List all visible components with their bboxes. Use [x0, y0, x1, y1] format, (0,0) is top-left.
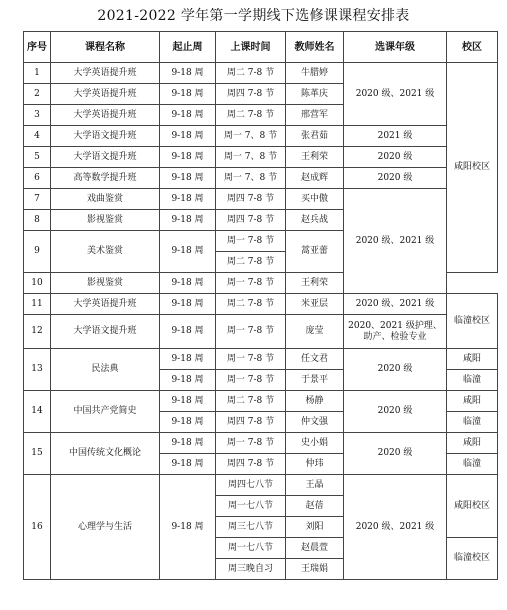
time-cell: 周一 7-8 节	[216, 349, 286, 370]
grade-cell: 2020 级、2021 级	[344, 294, 447, 315]
course-name: 民法典	[51, 349, 160, 391]
time-cell: 周四 7-8 节	[216, 412, 286, 433]
table-row	[24, 294, 498, 315]
teacher-cell: 买中傲	[286, 189, 344, 210]
table-row	[24, 315, 498, 349]
teacher-cell: 陈革庆	[286, 84, 344, 105]
page-title: 2021-2022 学年第一学期线下选修课课程安排表	[97, 8, 410, 24]
time-cell: 周一七八节	[216, 496, 286, 517]
weeks-cell: 9-18 周	[160, 210, 216, 231]
course-name: 大学英语提升班	[51, 105, 160, 126]
table-row	[24, 349, 498, 370]
grade-cell: 2020 级	[344, 391, 447, 433]
course-name: 大学英语提升班	[51, 84, 160, 105]
table-row	[24, 475, 498, 496]
time-cell: 周四 7-8 节	[216, 454, 286, 475]
teacher-cell: 杨静	[286, 391, 344, 412]
table-row	[24, 391, 498, 412]
teacher-cell: 牛腊婷	[286, 63, 344, 84]
grade-cell: 2020 级、2021 级	[344, 189, 447, 294]
header-row	[24, 32, 498, 63]
row-number: 10	[24, 273, 51, 294]
weeks-cell: 9-18 周	[160, 294, 216, 315]
course-name: 大学语文提升班	[51, 315, 160, 349]
schedule-table	[23, 31, 498, 580]
teacher-cell: 赵晨萱	[286, 538, 344, 559]
course-name: 中国共产党简史	[51, 391, 160, 433]
weeks-cell: 9-18 周	[160, 189, 216, 210]
teacher-cell: 史小娟	[286, 433, 344, 454]
weeks-cell: 9-18 周	[160, 126, 216, 147]
teacher-cell: 赵兵战	[286, 210, 344, 231]
grade-cell: 2020 级、2021 级	[344, 475, 447, 580]
table-row	[24, 126, 498, 147]
course-name: 中国传统文化概论	[51, 433, 160, 475]
grade-cell: 2020 级	[344, 147, 447, 168]
teacher-cell: 王瑞娟	[286, 559, 344, 580]
course-name: 大学英语提升班	[51, 63, 160, 84]
row-number: 16	[24, 475, 51, 580]
table-row	[24, 63, 498, 84]
teacher-cell: 王晶	[286, 475, 344, 496]
time-cell: 周二 7-8 节	[216, 252, 286, 273]
course-name: 高等数学提升班	[51, 168, 160, 189]
weeks-cell: 9-18 周	[160, 273, 216, 294]
teacher-cell: 王利荣	[286, 273, 344, 294]
row-number: 7	[24, 189, 51, 210]
time-cell: 周四 7-8 节	[216, 84, 286, 105]
grade-cell: 2021 级	[344, 126, 447, 147]
row-number: 1	[24, 63, 51, 84]
course-name: 大学语文提升班	[51, 126, 160, 147]
time-cell: 周四 7-8 节	[216, 189, 286, 210]
time-cell: 周三晚自习	[216, 559, 286, 580]
weeks-cell: 9-18 周	[160, 349, 216, 370]
teacher-cell: 任文君	[286, 349, 344, 370]
campus-cell: 临潼	[447, 454, 498, 475]
teacher-cell: 仲玮	[286, 454, 344, 475]
table-row	[24, 189, 498, 210]
campus-cell: 临潼	[447, 412, 498, 433]
course-name: 大学语文提升班	[51, 147, 160, 168]
grade-cell: 2020 级、2021 级	[344, 63, 447, 126]
row-number: 13	[24, 349, 51, 391]
course-name: 心理学与生活	[51, 475, 160, 580]
campus-cell: 咸阳校区	[447, 63, 498, 273]
row-number: 2	[24, 84, 51, 105]
row-number: 14	[24, 391, 51, 433]
row-number: 9	[24, 231, 51, 273]
campus-cell: 咸阳	[447, 433, 498, 454]
header-no: 序号	[24, 32, 51, 63]
weeks-cell: 9-18 周	[160, 391, 216, 412]
grade-cell: 2020 级	[344, 433, 447, 475]
teacher-cell: 赵成辉	[286, 168, 344, 189]
teacher-cell: 庞莹	[286, 315, 344, 349]
time-cell: 周二 7-8 节	[216, 294, 286, 315]
weeks-cell: 9-18 周	[160, 433, 216, 454]
course-name: 大学英语提升班	[51, 294, 160, 315]
teacher-cell: 张君茹	[286, 126, 344, 147]
grade-cell: 2020、2021 级护理、助产、检验专业	[344, 315, 447, 349]
course-name: 影视鉴赏	[51, 210, 160, 231]
course-name: 戏曲鉴赏	[51, 189, 160, 210]
campus-cell: 咸阳校区	[447, 475, 498, 538]
table-row	[24, 168, 498, 189]
time-cell: 周一 7-8 节	[216, 273, 286, 294]
time-cell: 周二 7-8 节	[216, 105, 286, 126]
campus-cell: 临潼校区	[447, 538, 498, 580]
grade-cell: 2020 级	[344, 349, 447, 391]
time-cell: 周一 7-8 节	[216, 433, 286, 454]
row-number: 5	[24, 147, 51, 168]
teacher-cell: 王利荣	[286, 147, 344, 168]
time-cell: 周二 7-8 节	[216, 391, 286, 412]
header-grade: 选课年级	[344, 32, 447, 63]
campus-cell: 咸阳	[447, 349, 498, 370]
header-campus: 校区	[447, 32, 498, 63]
row-number: 12	[24, 315, 51, 349]
time-cell: 周一 7-8 节	[216, 370, 286, 391]
header-weeks: 起止周	[160, 32, 216, 63]
weeks-cell: 9-18 周	[160, 63, 216, 84]
header-time: 上课时间	[216, 32, 286, 63]
teacher-cell: 于景平	[286, 370, 344, 391]
time-cell: 周四 7-8 节	[216, 210, 286, 231]
row-number: 11	[24, 294, 51, 315]
time-cell: 周一 7-8 节	[216, 231, 286, 252]
teacher-cell: 赵蓓	[286, 496, 344, 517]
grade-cell: 2020 级	[344, 168, 447, 189]
row-number: 4	[24, 126, 51, 147]
teacher-cell: 蒿亚蕾	[286, 231, 344, 273]
weeks-cell: 9-18 周	[160, 412, 216, 433]
time-cell: 周一七八节	[216, 538, 286, 559]
campus-cell: 临潼	[447, 370, 498, 391]
weeks-cell: 9-18 周	[160, 84, 216, 105]
row-number: 8	[24, 210, 51, 231]
table-row	[24, 147, 498, 168]
weeks-cell: 9-18 周	[160, 105, 216, 126]
time-cell: 周一 7、8 节	[216, 126, 286, 147]
row-number: 3	[24, 105, 51, 126]
row-number: 6	[24, 168, 51, 189]
time-cell: 周一 7、8 节	[216, 168, 286, 189]
weeks-cell: 9-18 周	[160, 147, 216, 168]
teacher-cell: 米亚层	[286, 294, 344, 315]
weeks-cell: 9-18 周	[160, 231, 216, 273]
table-row	[24, 433, 498, 454]
time-cell: 周一 7-8 节	[216, 315, 286, 349]
header-teacher: 教师姓名	[286, 32, 344, 63]
weeks-cell: 9-18 周	[160, 168, 216, 189]
teacher-cell: 仲文强	[286, 412, 344, 433]
teacher-cell: 邢营军	[286, 105, 344, 126]
campus-cell: 咸阳	[447, 391, 498, 412]
weeks-cell: 9-18 周	[160, 370, 216, 391]
weeks-cell: 9-18 周	[160, 454, 216, 475]
row-number: 15	[24, 433, 51, 475]
course-name: 影视鉴赏	[51, 273, 160, 294]
time-cell: 周三七八节	[216, 517, 286, 538]
teacher-cell: 刘阳	[286, 517, 344, 538]
time-cell: 周四七八节	[216, 475, 286, 496]
time-cell: 周一 7、8 节	[216, 147, 286, 168]
weeks-cell: 9-18 周	[160, 475, 216, 580]
header-course: 课程名称	[51, 32, 160, 63]
weeks-cell: 9-18 周	[160, 315, 216, 349]
time-cell: 周二 7-8 节	[216, 63, 286, 84]
campus-cell: 临潼校区	[447, 294, 498, 349]
course-name: 美术鉴赏	[51, 231, 160, 273]
